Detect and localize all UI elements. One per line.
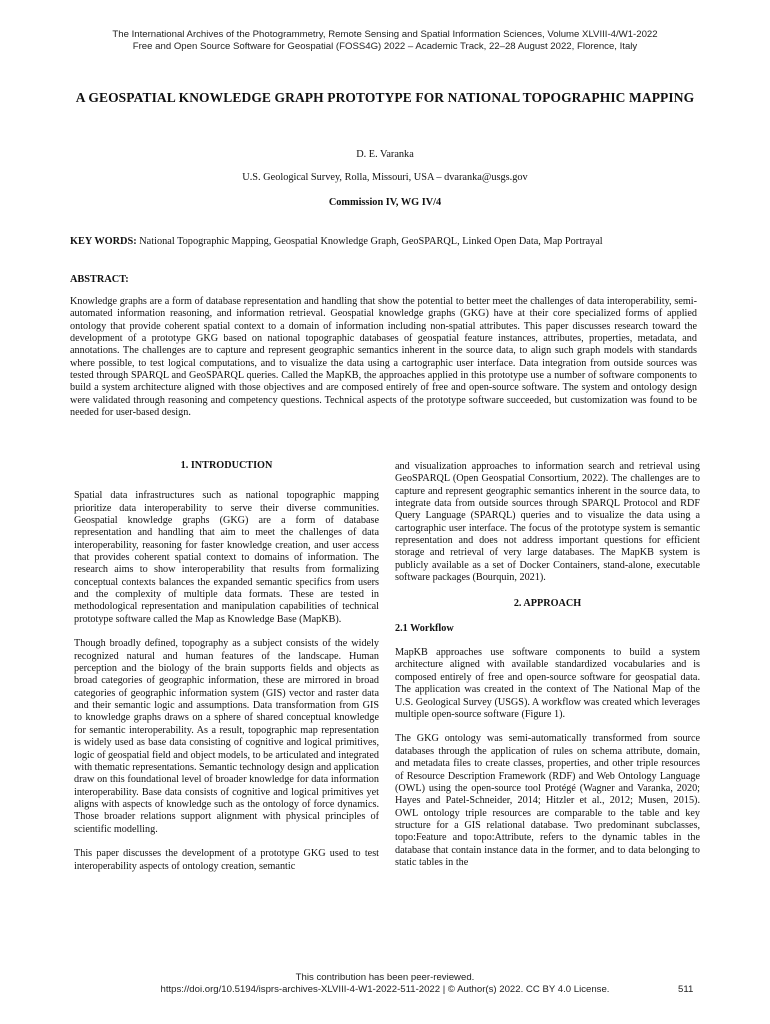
page-number: 511 xyxy=(678,984,694,995)
paragraph: The GKG ontology was semi-automatically transformed from source databases through the application of rules on schema attribute, domain, and metadata files to create classes, properties, and other triple resources of Resource Description Framework (RDF) and Web Ontology Language (OWL) using the open-source tool Protégé (Wagner and Varanka, 2020; Hayes and Patel-Schneider, 2014; Hitzler et al., 2012; Musen, 2015). OWL ontology triple resources are comparable to the table and key structure for a GIS relational database. Two predominant subclasses, topo:Feature and topo:Attribute, refers to the dynamic tables in the database that contain instance data in the former, and to data belonging to static tables in the xyxy=(395,733,700,868)
paragraph: Though broadly defined, topography as a subject consists of the widely recognized natural and human features of the landscape. Human perception and the biology of the brain supports fields and objects as broad categories of geographic information, these are mirrored in broad categories of geographic information system (GIS) vector and raster data and their semantic logic and assumptions. Data transformation from GIS to knowledge graphs draws on a sphere of shared conceptual knowledge for semantic interoperability. As a result, topographic map representation is widely used as base data consisting of cognitive and logical primitives, logic of geospatial field and object models, to be articulated and integrated with thematic representations. Semantic technology design and application draw on this foundational level of broader knowledge for data information interoperability. Base data consists of cognitive and logical primitives yet aligns with aspects of knowledge such as the ontology of force dynamics. Those broader relations support alignment with physical principles of scientific modelling. xyxy=(74,638,379,835)
keywords xyxy=(70,236,700,247)
keywords-label: KEY WORDS: xyxy=(70,236,137,247)
section-heading-approach: 2. APPROACH xyxy=(513,598,582,610)
subsection-heading-workflow: 2.1 Workflow xyxy=(395,622,454,634)
author-affiliation: U.S. Geological Survey, Rolla, Missouri, USA – dvaranka@usgs.gov xyxy=(242,172,528,183)
section-heading-introduction: 1. INTRODUCTION xyxy=(180,460,273,471)
doi-license-line: https://doi.org/10.5194/isprs-archives-XLVIII-4-W1-2022-511-2022 | © Author(s) 2022. CC BY 4.0 License. xyxy=(160,984,610,995)
author-name: D. E. Varanka xyxy=(356,149,414,160)
commission-label: Commission IV, WG IV/4 xyxy=(328,197,442,208)
header-line-1: The International Archives of the Photogrammetry, Remote Sensing and Spatial Information Sciences, Volume XLVIII-4/W1-2022 xyxy=(112,29,658,40)
left-column xyxy=(74,460,379,885)
paragraph: Spatial data infrastructures such as national topographic mapping prioritize data interoperability to serve their diverse communities. Geospatial knowledge graphs (GKG) are a form of database representation and handling that aim to meet the challenges of data interoperability, reasoning for faster knowledge creation, and user access that provides coherent spatial context to domains of information. The research aims to show interoperability that results from formalizing conceptual contexts balances the expanded semantic specifics from users and the complexity of multiple data formats. These are tested in methodological representation and manipulation capabilities of technical prototype software called the Map as Knowledge Base (MapKB). xyxy=(74,490,379,625)
running-header xyxy=(0,29,770,53)
abstract-heading: ABSTRACT: xyxy=(70,274,129,285)
paper-title: A GEOSPATIAL KNOWLEDGE GRAPH PROTOTYPE FOR NATIONAL TOPOGRAPHIC MAPPING xyxy=(75,90,695,105)
paragraph: This paper discusses the development of a prototype GKG used to test interoperability aspects of ontology creation, semantic xyxy=(74,848,379,872)
right-column xyxy=(395,461,700,882)
abstract-text: Knowledge graphs are a form of database representation and handling that show the potential to better meet the challenges of data interoperability, semi-automated information reasoning, and information retrieval. Geospatial knowledge graphs (GKG) have at their core specialized forms of applied ontology that provide coherent spatial context to a domain of information including non-spatial attributes. This paper discusses research toward the development of a prototype GKG based on national topographic databases of geospatial feature instances, attributes, properties, metadata, and annotations. The challenges are to capture and represent geographic semantics inherent in the source data, to align such graph models with standards where possible, to test logical computations, and to visualize the data using a cartographic user interface. Data integration from outside sources was tested through SPARQL and GeoSPARQL queries. Called the MapKB, the approaches applied in this prototype use a number of software components to build a system architecture aligned with those objectives and are composed entirely of free and open-source software. The system and ontology design were validated through reasoning and competency questions. Technical aspects of the prototype software succeeded, but customization was found to be needed for user-based design. xyxy=(70,296,697,419)
header-line-2: Free and Open Source Software for Geospatial (FOSS4G) 2022 – Academic Track, 22–28 August 2022, Florence, Italy xyxy=(132,41,638,52)
keywords-text: National Topographic Mapping, Geospatial Knowledge Graph, GeoSPARQL, Linked Open Data, Map Portrayal xyxy=(136,236,603,247)
page-footer xyxy=(0,972,770,996)
peer-review-note: This contribution has been peer-reviewed. xyxy=(295,972,475,983)
paragraph: and visualization approaches to information search and retrieval using GeoSPARQL (Open Geospatial Consortium, 2022). The challenges are to capture and represent geographic semantics inherent in the source data, to integrate data from outside sources through SPARQL Protocol and RDF Query Language (SPARQL) queries and to visualize the data using a cartographic user interface. The focus of the prototype system is semantic representation and does not address important questions for efficient storage and retrieval of very large databases. The MapKB system is publicly available as a set of Docker Containers, stand-alone, executable software packages (Bourquin, 2021). xyxy=(395,461,700,584)
paragraph: MapKB approaches use software components to build a system architecture aligned with available standardized vocabularies and is composed entirely of free and open-source software for geospatial data. The application was created in the context of The National Map of the U.S. Geological Survey (USGS). A workflow was created which leverages multiple open-source software (Figure 1). xyxy=(395,647,700,720)
